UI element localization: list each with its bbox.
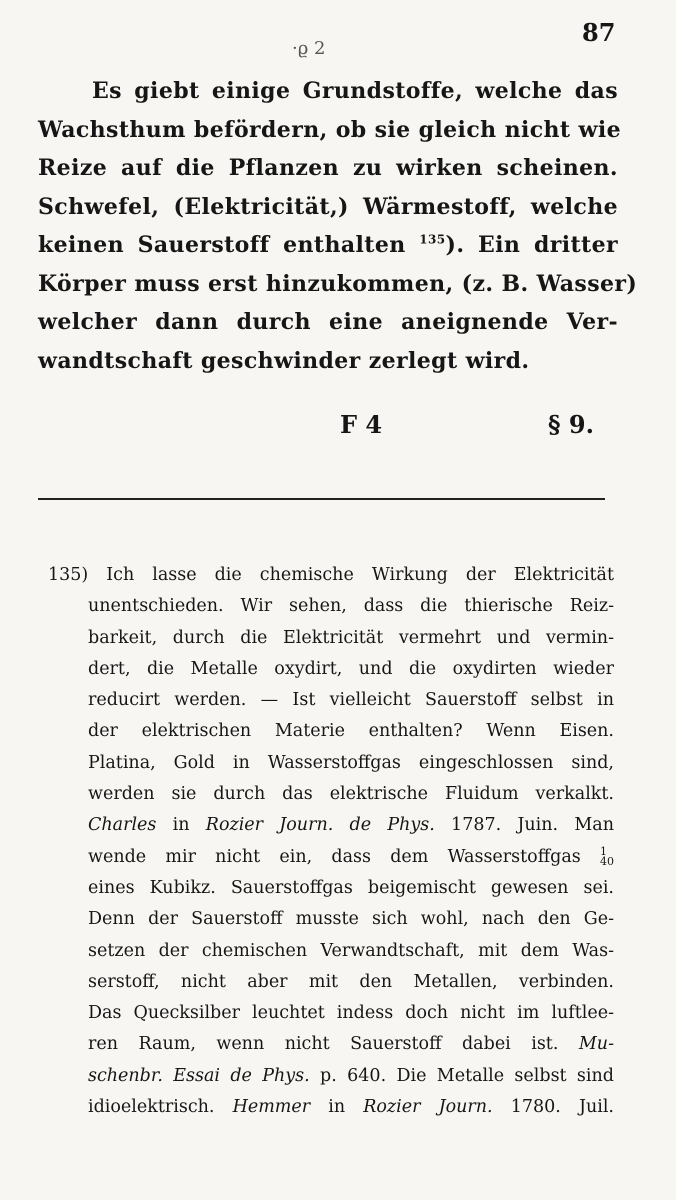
main-paragraph (38, 72, 638, 380)
header-mark: ·ϱ 2 (292, 38, 326, 59)
footnote-text: idioelektrisch. (88, 1097, 233, 1118)
citation-text: 1787. Juin. Man (434, 815, 614, 836)
footnote-line: setzen der chemischen Verwandtschaft, mit dem Was- (88, 940, 614, 961)
footnote-line (48, 1092, 614, 1123)
footnote-line: unentschieden. Wir sehen, dass die thierische Reiz- (88, 596, 614, 617)
main-line-text: keinen Sauerstoff enthalten (38, 232, 406, 258)
main-line: Es giebt einige Grundstoffe, welche das (92, 78, 618, 104)
footnote-line: der elektrischen Materie enthalten? Wenn Eisen. (88, 721, 614, 742)
footnote-line: dert, die Metalle oxydirt, und die oxydirten wieder (88, 658, 614, 679)
citation-journal: schenbr. Essai de Phys. (88, 1065, 310, 1086)
signature-mark: F 4 (340, 410, 383, 439)
next-section-catchword: § 9. (548, 410, 594, 439)
footnote-number: 135) (48, 565, 89, 585)
main-line: Wachsthum befördern, ob sie gleich nicht wie (38, 116, 622, 143)
citation-author: Mu- (578, 1034, 614, 1055)
main-line (38, 226, 618, 265)
main-line: welcher dann durch eine aneignende Ver- (38, 309, 618, 335)
citation-journal: Rozier Journ. de Phys. (205, 815, 435, 836)
footnote-line (48, 810, 614, 841)
citation-author: Hemmer (232, 1097, 311, 1118)
main-line-tail: ). Ein dritter (445, 232, 618, 258)
footnote-line: reducirt werden. — Ist vielleicht Sauerstoff selbst in (88, 690, 614, 711)
footnote-line: Das Quecksilber leuchtet indess doch nicht im luftlee- (88, 1003, 614, 1024)
footnote-line: serstoff, nicht aber mit den Metallen, verbinden. (88, 971, 614, 992)
main-line: Schwefel, (Elektricität,) Wärmestoff, welche (38, 193, 618, 220)
footnote (48, 560, 614, 1123)
footnote-text: ren Raum, wenn nicht Sauerstoff dabei ist. (88, 1034, 559, 1055)
footnote-text: p. 640. Die Metalle selbst sind (309, 1065, 614, 1086)
footnote-text: Ich lasse die chemische Wirkung der Elektricität (106, 565, 614, 585)
footnote-line (48, 842, 614, 873)
citation-text: in (310, 1097, 364, 1118)
footnote-text: wende mir nicht ein, dass dem Wasserstoffgas (88, 846, 581, 867)
footnote-reference[interactable]: 135 (419, 232, 446, 247)
footnote-line: werden sie durch das elektrische Fluidum verkalkt. (88, 784, 614, 805)
main-line: wandtschaft geschwinder zerlegt wird. (38, 347, 530, 374)
fraction-numerator: 1 (600, 845, 607, 859)
citation-text: in (156, 815, 206, 836)
citation-author: Charles (88, 815, 157, 836)
citation-journal: Rozier Journ. (363, 1097, 493, 1118)
fraction-denominator: 40 (600, 855, 614, 869)
footnote-line (48, 1029, 614, 1060)
footnote-line: eines Kubikz. Sauerstoffgas beigemischt gewesen sei. (88, 877, 614, 898)
main-line: Reize auf die Pflanzen zu wirken scheinen. (38, 155, 618, 181)
footnote-line (48, 560, 614, 591)
footnote-divider (38, 498, 605, 500)
footnote-line: Platina, Gold in Wasserstoffgas eingeschlossen sind, (88, 752, 614, 773)
fraction (600, 847, 614, 867)
main-line: Körper muss erst hinzukommen, (z. B. Wasser) (38, 270, 638, 297)
footnote-line: barkeit, durch die Elektricität vermehrt und vermin- (88, 627, 614, 648)
footnote-line (48, 1061, 614, 1092)
footnote-line: Denn der Sauerstoff musste sich wohl, nach den Ge- (88, 909, 614, 930)
citation-text: 1780. Juil. (492, 1097, 614, 1118)
page-number: 87 (582, 18, 616, 47)
